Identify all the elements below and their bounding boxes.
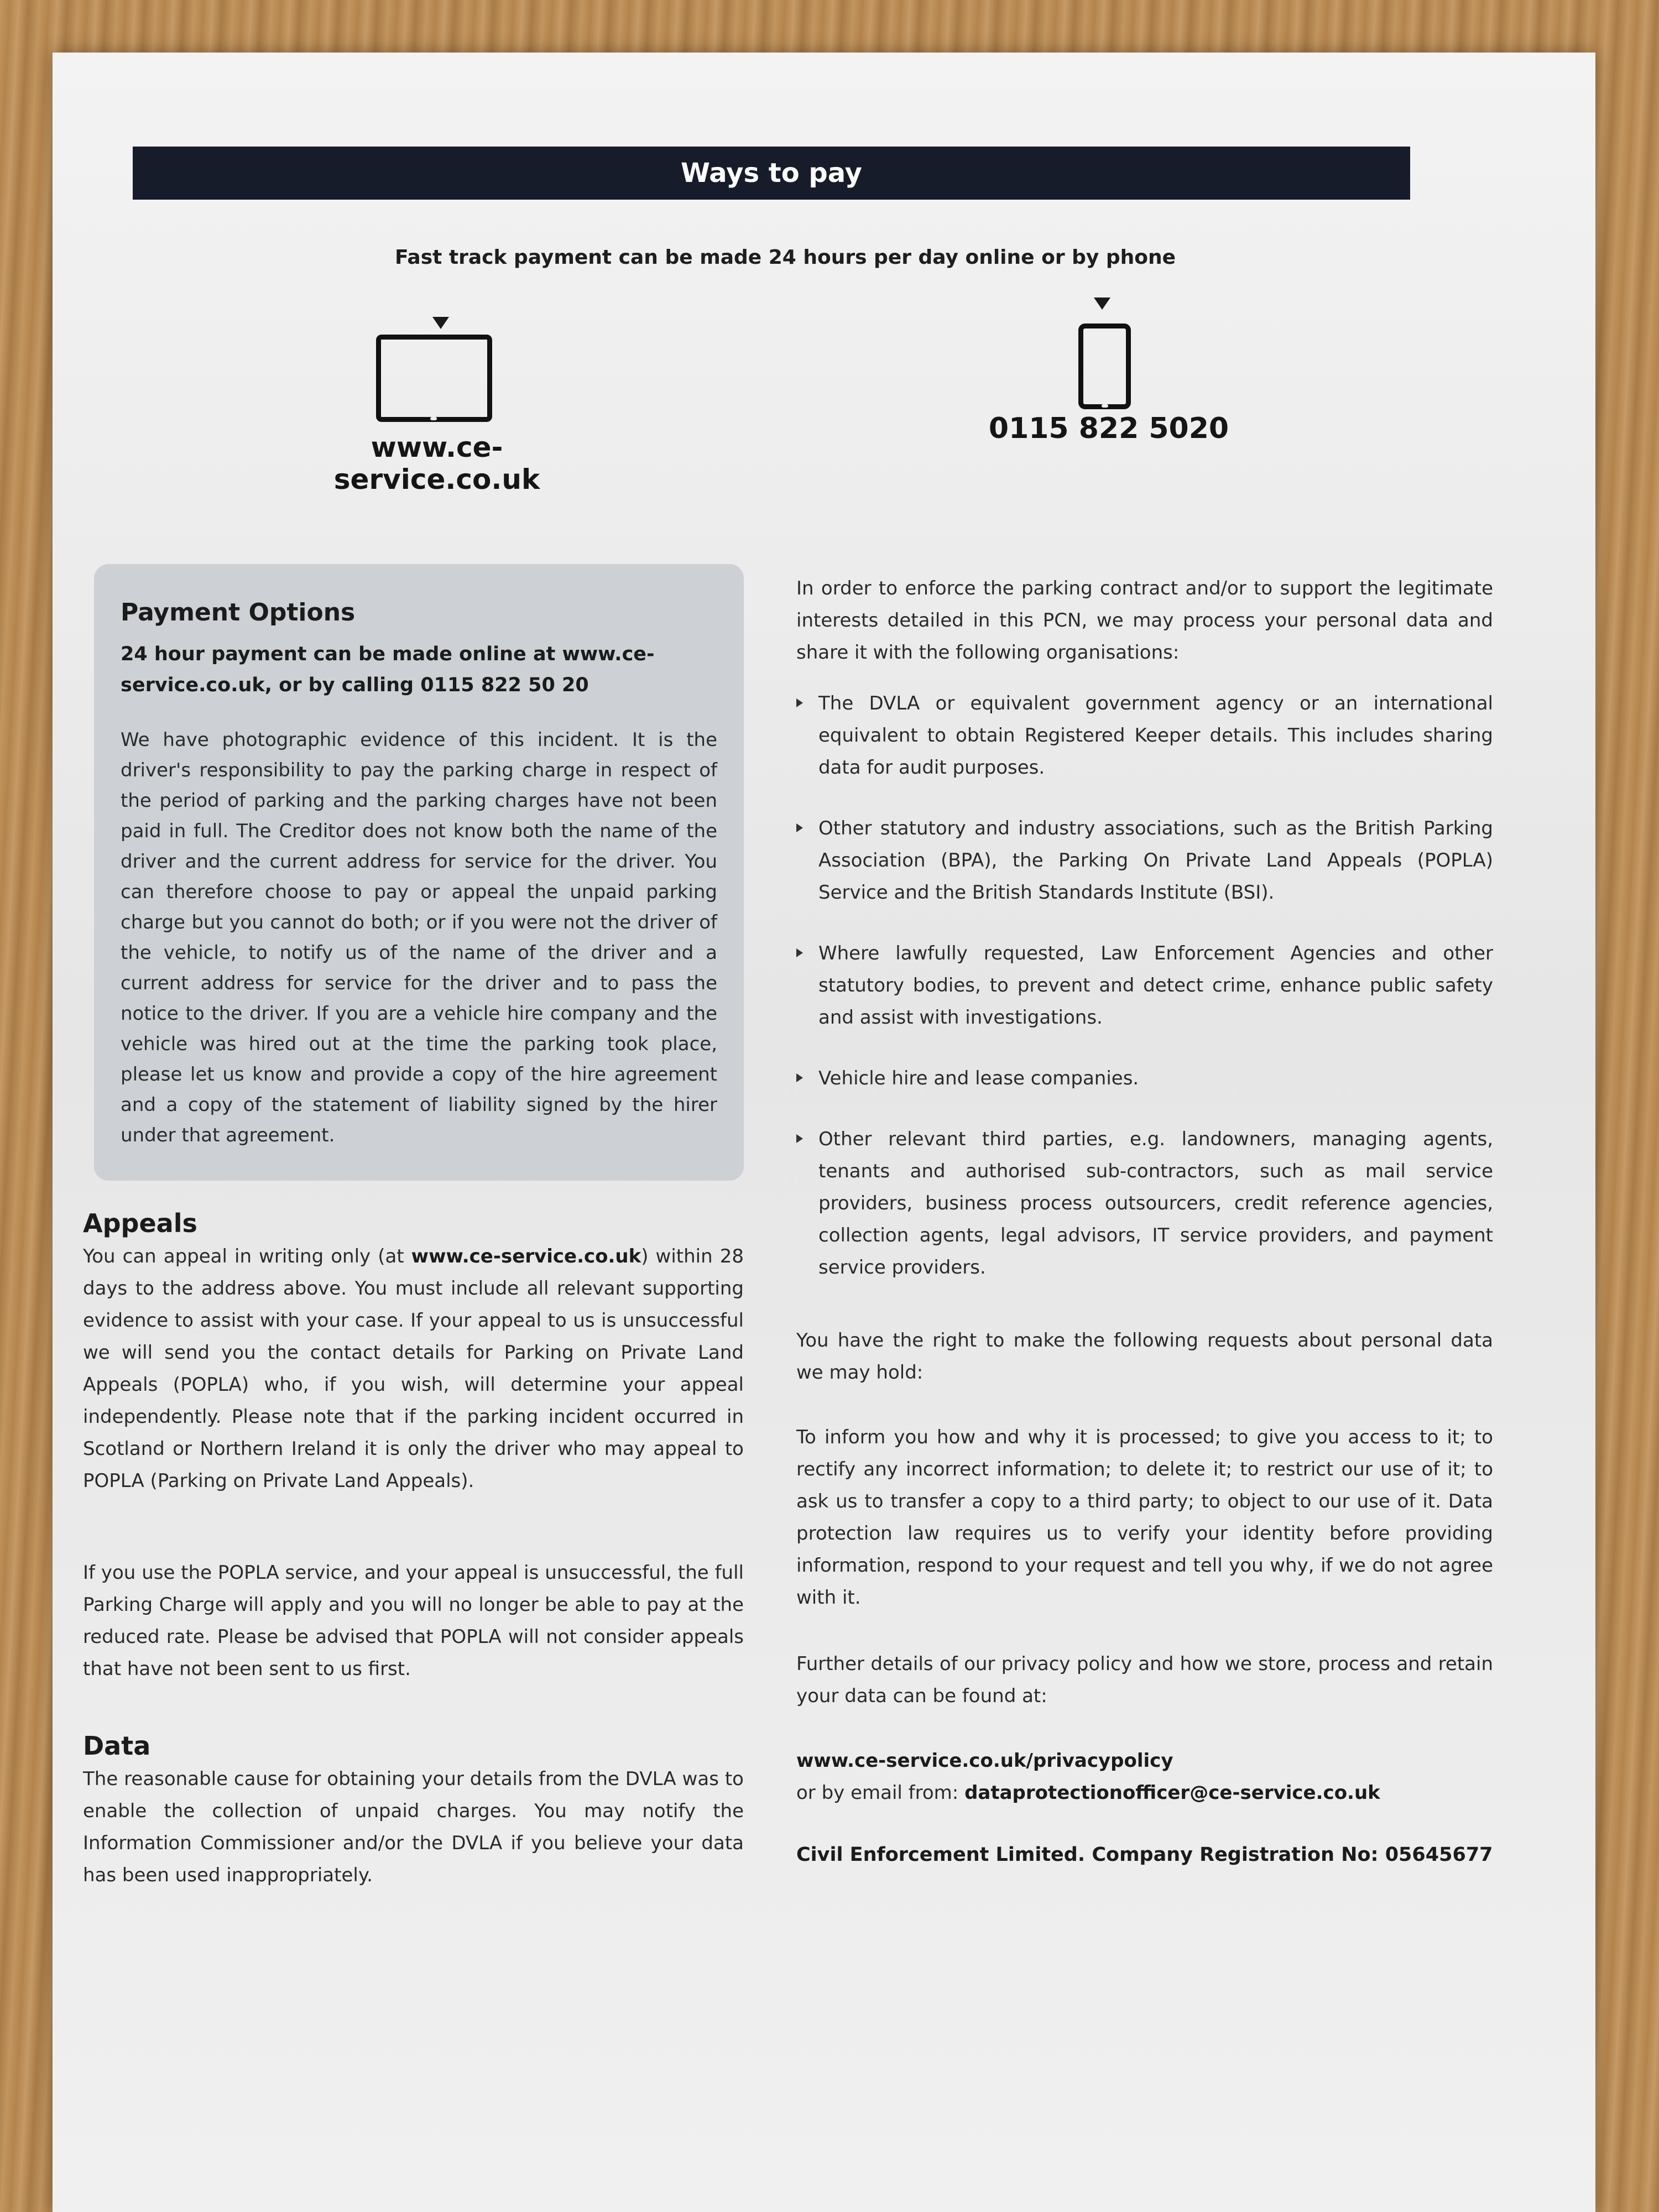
rights-text: To inform you how and why it is processed; to give you access to it; to rectify any incorrect information; to delete it; to restrict our use of it; to ask us to transfer a copy to a third party; to object to our use of it. Data protection law requires us to verify your identity before providing information, respond to your request and tell you why, if we do not agree with it.	[796, 1426, 1493, 1609]
appeals-link: www.ce-service.co.uk	[411, 1245, 641, 1267]
payment-options-title: Payment Options	[121, 598, 356, 627]
page-title: Ways to pay	[681, 158, 862, 189]
appeals-text-after: ) within 28 days to the address above. You must include all relevant supporting evidence to assist with your case. If your appeal to us is unsuccessful we will send you the contact details for Parking on Private Land Appeals (POPLA) who, if you wish, will determine your appeal independently. Please note that if the parking incident occurred in Scotland or Northern Ireland it is only the driver who may appeal to POPLA (Parking on Private Land Appeals).	[83, 1245, 744, 1492]
list-item-text: Vehicle hire and lease companies.	[818, 1067, 1139, 1089]
payment-options-box	[94, 564, 744, 1181]
list-item	[796, 687, 1493, 784]
list-item-text: Other relevant third parties, e.g. landowners, managing agents, tenants and authorised sub-contractors, such as mail service providers, business process outsourcers, credit reference agencies, collection agents, legal advisors, IT service providers, and payment service providers.	[818, 1128, 1493, 1279]
list-item	[796, 1123, 1493, 1284]
appeals-title: Appeals	[83, 1208, 197, 1238]
ways-to-pay-title	[133, 147, 1410, 200]
website-label: www.ce-service.co.uk	[333, 431, 540, 495]
bullet-icon	[796, 823, 803, 832]
bullet-icon	[796, 1134, 803, 1143]
email-address: dataprotectionofficer@ce-service.co.uk	[964, 1782, 1380, 1804]
payment-options-subtitle: 24 hour payment can be made online at www.ce-service.co.uk, or by calling 0115 822 50 20	[121, 643, 655, 696]
company-registration: Civil Enforcement Limited. Company Registration No: 05645677	[796, 1844, 1493, 1866]
bullet-icon	[796, 948, 803, 957]
list-item	[796, 812, 1493, 909]
data-title: Data	[83, 1731, 151, 1761]
fast-track-text: Fast track payment can be made 24 hours per day online or by phone	[394, 246, 1176, 269]
further-details-text: Further details of our privacy policy and how we store, process and retain your data can be found at:	[796, 1653, 1493, 1707]
privacy-policy-url: www.ce-service.co.uk/privacypolicy	[796, 1750, 1173, 1772]
payment-options-body: We have photographic evidence of this incident. It is the driver's responsibility to pay the parking charge in respect of the period of parking and the parking charges have not been paid in full. The Creditor does not know both the name of the driver and the current address for service for the driver. You can therefore choose to pay or appeal the unpaid parking charge but you cannot do both; or if you were not the driver of the vehicle, to notify us of the name of the driver and a current address for service for the driver and to pass the notice to the driver. If you are a vehicle hire company and the vehicle was hired out at the time the parking took place, please let us know and provide a copy of the hire agreement and a copy of the statement of liability signed by the hirer under that agreement.	[121, 729, 717, 1146]
bullet-icon	[796, 698, 803, 707]
list-item-text: The DVLA or equivalent government agency or an international equivalent to obtain Registered Keeper details. This includes sharing data for audit purposes.	[818, 692, 1493, 779]
appeals-text-before: You can appeal in writing only (at	[83, 1245, 411, 1267]
bullet-icon	[796, 1073, 803, 1082]
tablet-icon	[376, 335, 492, 422]
rights-intro: You have the right to make the following requests about personal data we may hold:	[796, 1329, 1493, 1384]
letter-sheet	[53, 53, 1595, 2212]
list-item	[796, 1062, 1493, 1094]
popla-text: If you use the POPLA service, and your appeal is unsuccessful, the full Parking Charge will apply and you will no longer be able to pay at the reduced rate. Please be advised that POPLA will not consider appeals that have not been sent to us first.	[83, 1562, 744, 1680]
phone-number-label: 0115 822 5020	[988, 412, 1229, 445]
phone-arrow-icon	[1094, 298, 1110, 310]
list-item	[796, 937, 1493, 1034]
email-line	[796, 1777, 1493, 1809]
web-arrow-icon	[432, 317, 449, 329]
appeals-text	[83, 1240, 744, 1497]
privacy-intro: In order to enforce the parking contract and/or to support the legitimate interests detailed in this PCN, we may process your personal data and share it with the following organisations:	[796, 577, 1493, 664]
organisation-list	[796, 687, 1493, 1312]
list-item-text: Where lawfully requested, Law Enforcement Agencies and other statutory bodies, to prevent and detect crime, enhance public safety and assist with investigations.	[818, 942, 1493, 1029]
data-text: The reasonable cause for obtaining your details from the DVLA was to enable the collection of unpaid charges. You may notify the Information Commissioner and/or the DVLA if you believe your data has been used inappropriately.	[83, 1768, 744, 1886]
email-prefix: or by email from:	[796, 1782, 965, 1804]
list-item-text: Other statutory and industry associations, such as the British Parking Association (BPA), the Parking On Private Land Appeals (POPLA) Service and the British Standards Institute (BSI).	[818, 817, 1493, 904]
phone-icon	[1078, 324, 1131, 409]
